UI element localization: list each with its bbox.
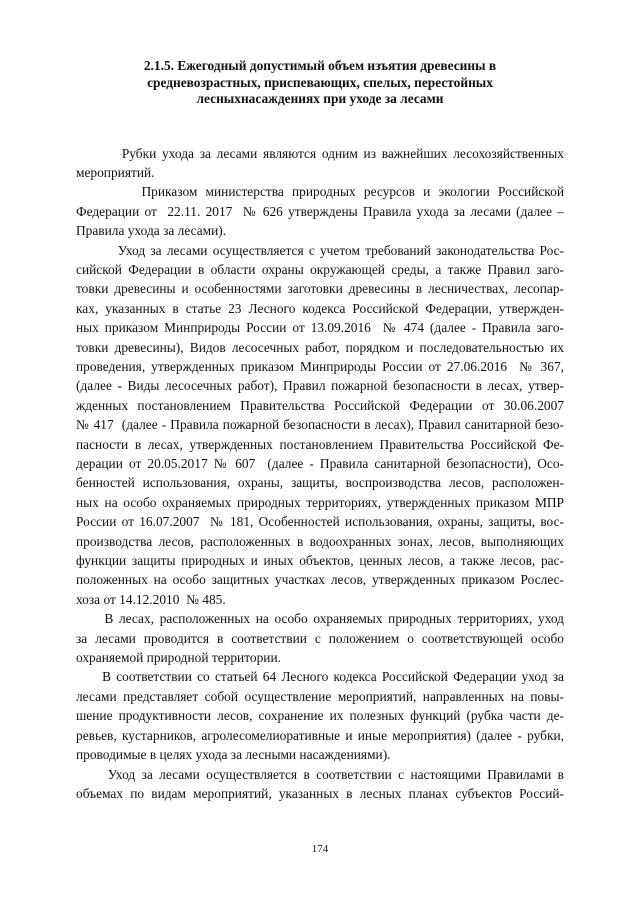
section-heading [76,58,564,108]
text-line: жденных постановлением Правительства Российской Федерации от 30.06.2007 [76,397,564,413]
paragraph-6 [76,765,564,804]
text-line: хоза от 14.12.2010 № 485. [76,591,226,607]
heading-line: 2.1.5. Ежегодный допустимый объем изъятия древесины в [143,58,497,73]
paragraph-1 [76,144,564,183]
text-line: ревьев, кустарников, агролесомелиоративные и иные мероприятия) (далее - рубки, [76,727,564,743]
text-line: Уход за лесами осуществляется в соответствии с настоящими Правилами в [76,766,564,782]
text-line: Уход за лесами осуществляется с учетом требований законодательства Рос- [76,242,564,258]
text-line: № 417 (далее - Правила пожарной безопасности в лесах), Правил санитарной безо- [76,417,564,433]
text-line: мероприятий. [76,164,155,180]
text-line: В лесах, расположенных на особо охраняемых природных территориях, уход [76,611,564,627]
heading-line: средневозрастных, приспевающих, спелых, перестойных [147,74,493,90]
text-line: товки древесины и особенностями заготовки древесины в лесничествах, лесопар- [76,281,564,297]
body-text [76,144,564,804]
text-line: России от 16.07.2007 № 181, Особенностей использования, охраны, защиты, вос- [76,514,564,530]
text-line: охраняемой природной территории. [76,650,281,666]
text-line: проведения, утвержденных приказом Минприроды России от 27.06.2016 № 367, [76,358,564,374]
paragraph-2 [76,182,564,240]
text-line: Рубки ухода за лесами являются одним из важнейших лесохозяйственных [76,145,564,161]
heading-line: лесныхнасаждениях при уходе за лесами [196,91,444,106]
text-line: Федерации от 22.11. 2017 № 626 утверждены Правила ухода за лесами (далее – [76,203,564,219]
text-line: бенностей использования, охраны, защиты, воспроизводства лесов, расположен- [76,475,564,491]
text-line: товки древесины), Видов лесосечных работ, порядком и последовательностью их [76,339,564,355]
text-line: функции защиты природных и иных объектов, ценных лесов, а также лесов, рас- [76,553,564,569]
text-line: Приказом министерства природных ресурсов и экологии Российской [76,184,564,200]
page-number: 174 [311,843,329,855]
text-line: проводимые в целях ухода за лесными насаждениями). [76,747,391,763]
text-line: пасности в лесах, утвержденных постановлением Правительства Российской Фе- [76,436,564,452]
text-line: Правила ухода за лесами). [76,223,227,239]
text-line: ках, указанных в статье 23 Лесного кодекса Российской Федерации, утвержден- [76,300,564,316]
document-page [76,58,564,803]
text-line: объемах по видам мероприятий, указанных в лесных планах субъектов Россий- [76,785,564,801]
paragraph-5 [76,667,564,764]
paragraph-4 [76,609,564,667]
text-line: ных на особо охраняемых природных территориях, утвержденных приказом МПР [76,494,564,510]
text-line: ных приказом Минприроды России от 13.09.2016 № 474 (далее - Правила заго- [76,320,564,336]
text-line: за лесами проводится в соответствии с положением о соответствующей особо [76,630,564,646]
text-line: положенных на особо защитных участках лесов, утвержденных приказом Рослес- [76,572,564,588]
text-line: сийской Федерации в области охраны окружающей среды, а также Правил заго- [76,261,564,277]
text-line: (далее - Виды лесосечных работ), Правил пожарной безопасности в лесах, утвер- [76,378,564,394]
text-line: шение продуктивности лесов, сохранение их полезных функций (рубка части де- [76,708,564,724]
text-line: производства лесов, расположенных в водоохранных зонах, лесов, выполняющих [76,533,564,549]
text-line: В соответствии со статьей 64 Лесного кодекса Российской Федерации уход за [76,669,564,685]
text-line: дерации от 20.05.2017 № 607 (далее - Правила санитарной безопасности), Осо- [76,456,564,471]
text-line: лесами представляет собой осуществление мероприятий, направленных на повы- [76,688,564,704]
paragraph-3 [76,241,564,610]
